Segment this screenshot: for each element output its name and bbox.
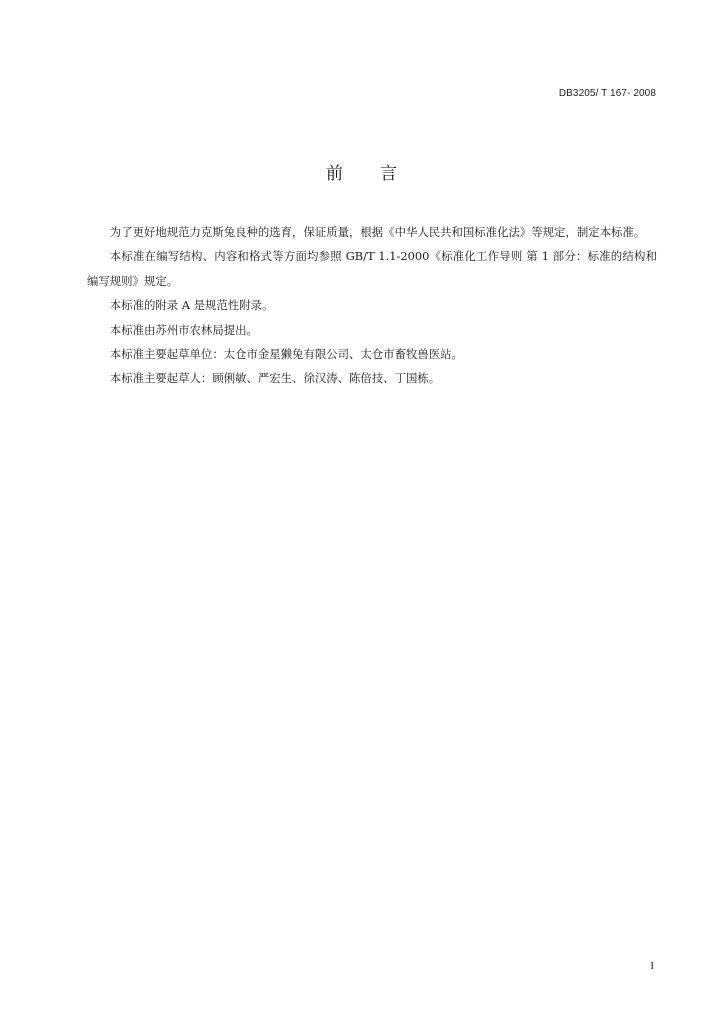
paragraph-appendix: 本标准的附录 A 是规范性附录。: [109, 298, 274, 313]
paragraph-purpose: 为了更好地规范力克斯兔良种的选育，保证质量，根据《中华人民共和国标准化法》等规定，制定本标准。: [109, 225, 646, 239]
standard-number: DB3205/ T 167- 2008: [558, 88, 656, 99]
foreword-body: [87, 220, 657, 391]
paragraph-structure: 本标准在编写结构、内容和格式等方面均参照 GB/T 1.1-2000《标准化工作导则 第 1 部分：标准的结构和编写规则》规定。: [87, 249, 657, 288]
page-number: I: [650, 960, 654, 972]
title-char-1: 前: [326, 164, 344, 184]
title-char-2: 言: [380, 164, 398, 184]
page-title: [0, 159, 724, 184]
paragraph-drafting-units: 本标准主要起草单位：太仓市金星獭兔有限公司、太仓市畜牧兽医站。: [109, 347, 463, 362]
paragraph-proposer: 本标准由苏州市农林局提出。: [109, 322, 258, 337]
paragraph-drafters: 本标准主要起草人：顾俐敏、严宏生、徐汉涛、陈倍技、丁国栋。: [109, 371, 441, 386]
